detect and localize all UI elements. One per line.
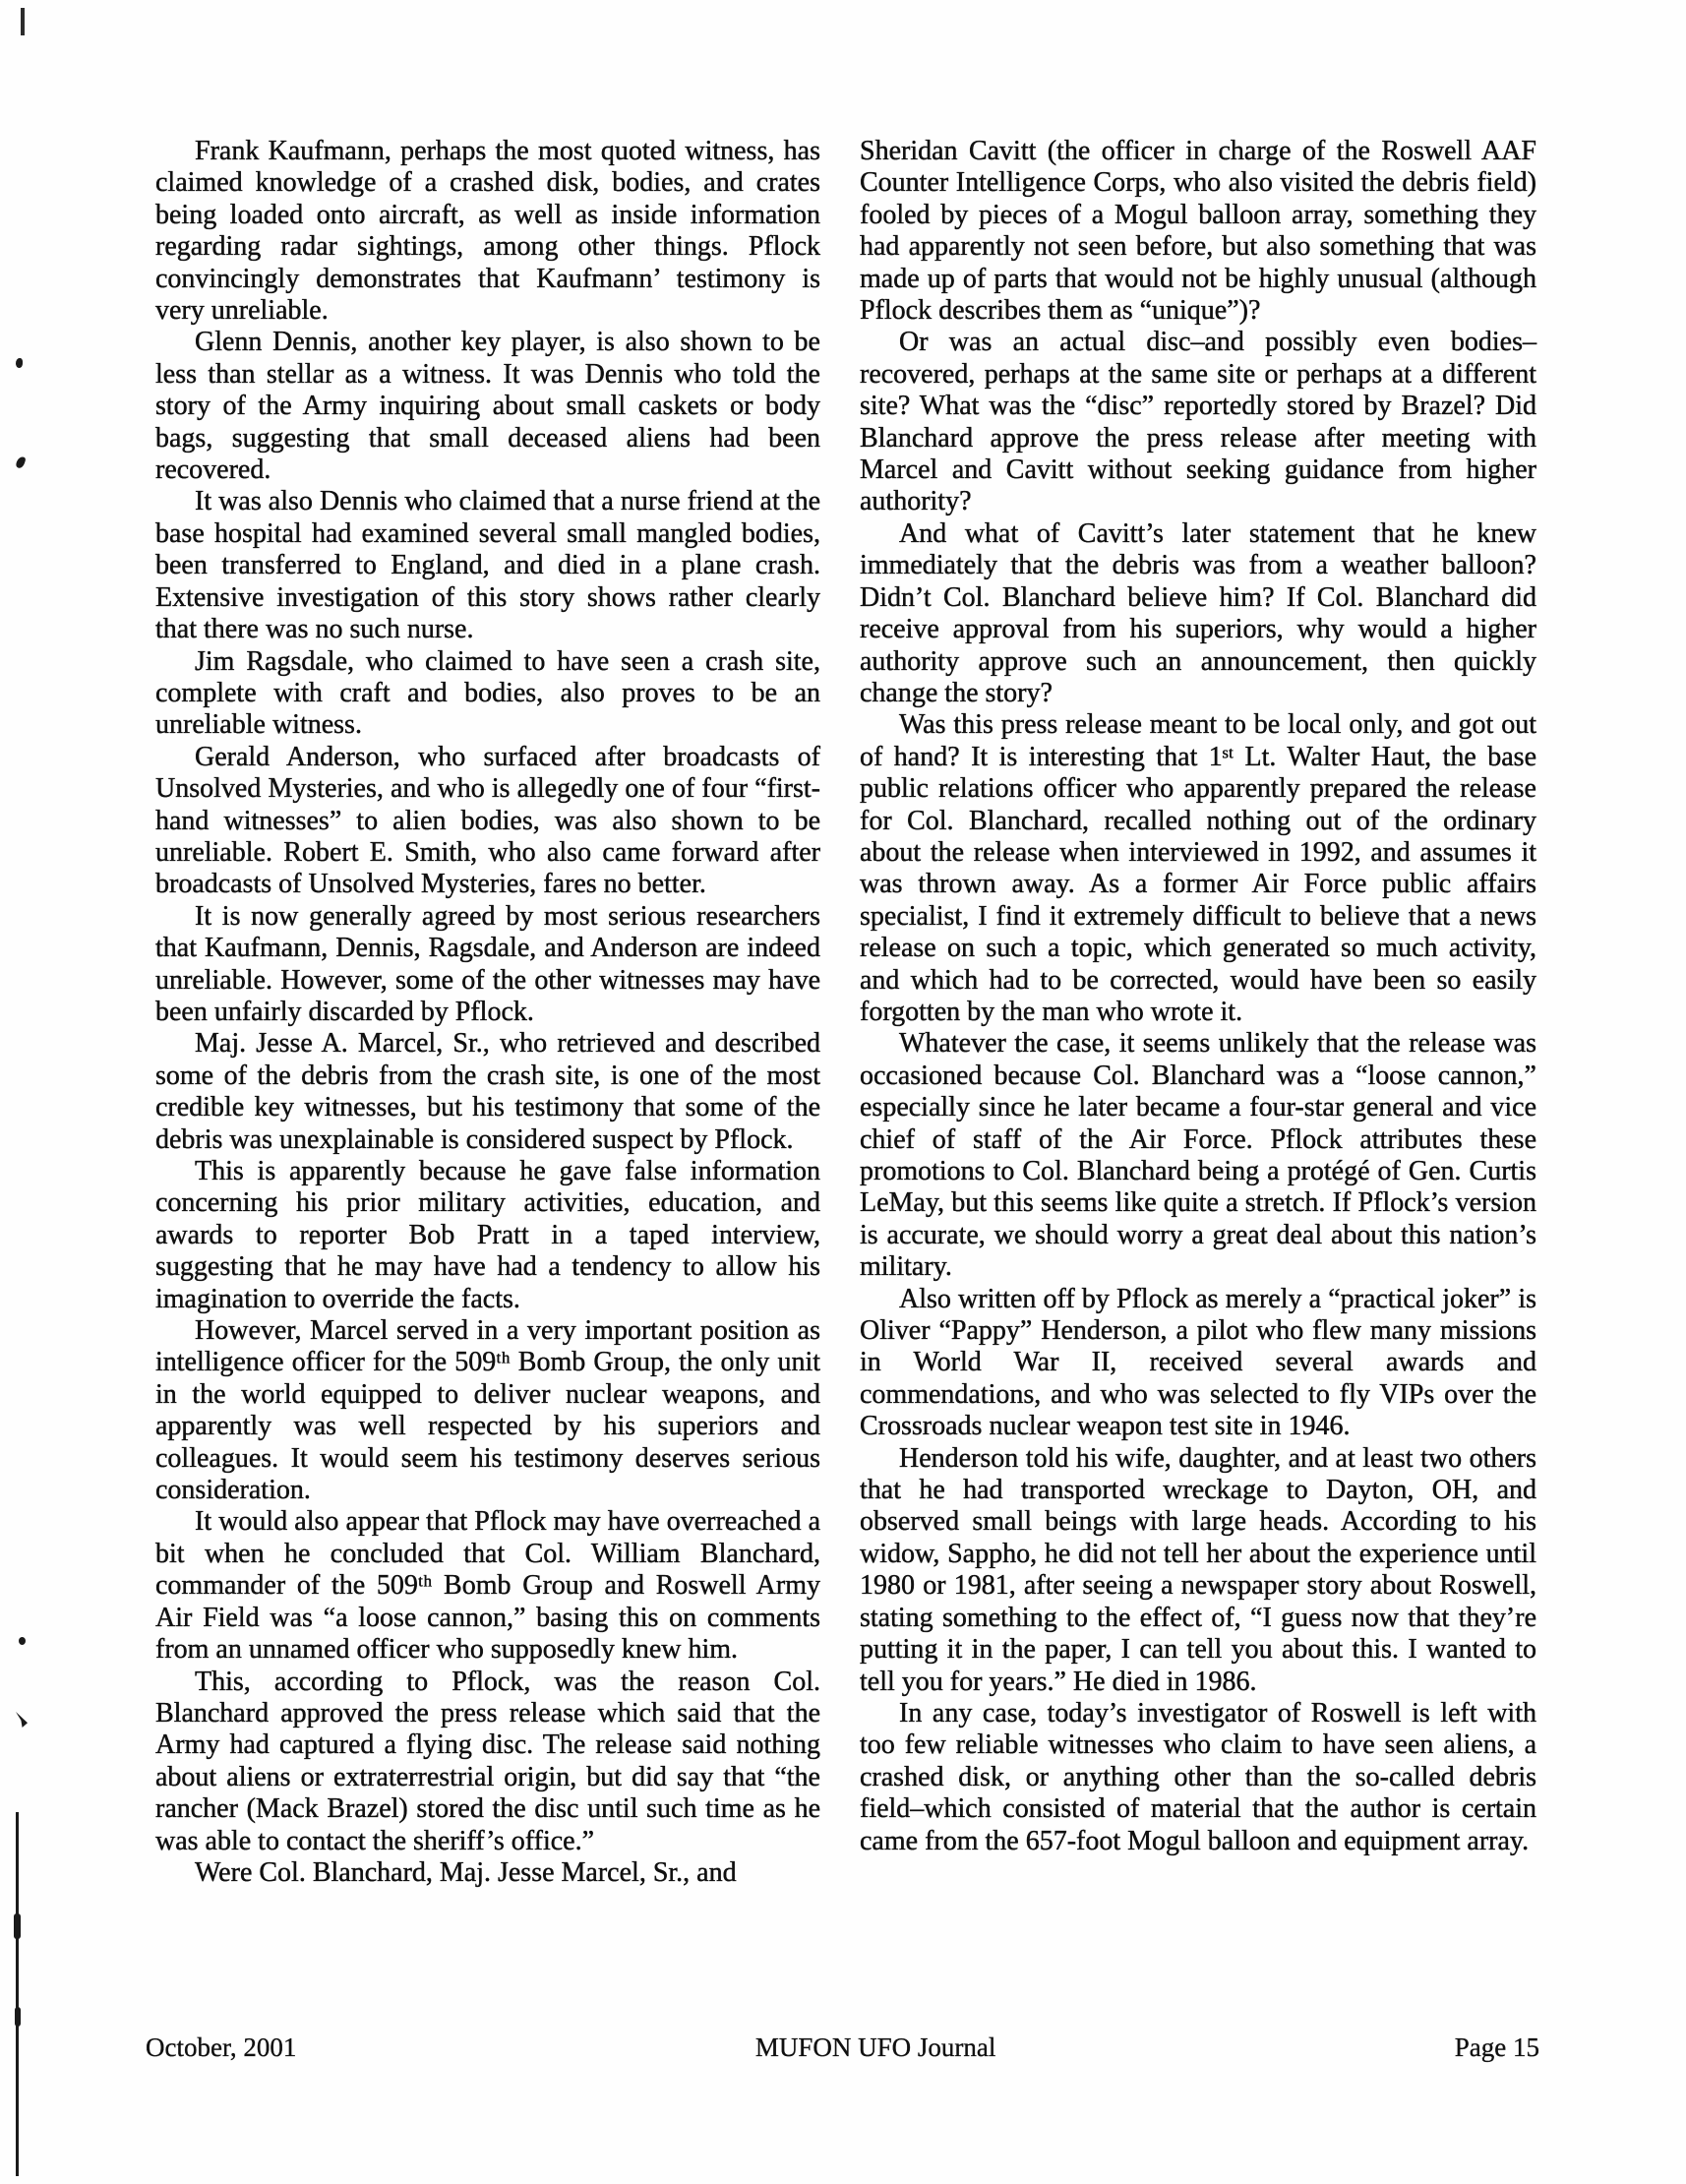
paragraph: Also written off by Pflock as merely a “practical joker” is Oliver “Pappy” Henderson, a pilot who flew many missions in World War II, received several awards and commendations, and who was selected to fly VIPs over the Crossroads nuclear weapon test site in 1946. <box>860 1283 1536 1442</box>
scan-artifact-edge-line <box>16 1812 19 2176</box>
paragraph: In any case, today’s investigator of Roswell is left with too few reliable witnesses who claim to have seen aliens, a crashed disk, or anything other than the so-called debris field–which consisted of material that the author is certain came from the 657-foot Mogul balloon and equipment array. <box>860 1697 1536 1856</box>
scan-artifact-edge-line <box>14 1913 21 1939</box>
footer-date: October, 2001 <box>146 2032 297 2062</box>
scan-artifact-topbar <box>21 8 25 35</box>
paragraph: Whatever the case, it seems unlikely that the release was occasioned because Col. Blanchard was a “loose cannon,” especially since he later became a four-star general and vice chief of staff of the Air Force. Pflock attributes these promotions to Col. Blanchard being a protégé of Gen. Curtis LeMay, but this seems like quite a stretch. If Pflock’s version is accurate, we should worry a great deal about this nation’s military. <box>860 1028 1536 1283</box>
paragraph: Glenn Dennis, another key player, is also shown to be less than stellar as a witness. It was Dennis who told the story of the Army inquiring about small caskets or body bags, suggesting that small deceased aliens had been recovered. <box>155 327 820 486</box>
paragraph: And what of Cavitt’s later statement that he knew immediately that the debris was from a weather balloon? Didn’t Col. Blanchard believe him? If Col. Blanchard did receive approval from his superiors, why would a higher authority approve such an announcement, then quickly change the story? <box>860 517 1536 708</box>
paragraph: This is apparently because he gave false information concerning his prior military activities, education, and awards to reporter Bob Pratt in a taped interview, suggesting that he may have had a tendency to allow his imagination to override the facts. <box>155 1156 820 1314</box>
scan-artifact-speck <box>15 455 26 469</box>
footer-journal-title: MUFON UFO Journal <box>754 2032 996 2062</box>
scan-artifact-mark <box>16 1712 28 1728</box>
paragraph: Gerald Anderson, who surfaced after broadcasts of Unsolved Mysteries, and who is allegedly one of four “first-hand witnesses” to alien bodies, was also shown to be unreliable. Robert E. Smith, who also came forward after broadcasts of Unsolved Mysteries, fares no better. <box>155 741 820 900</box>
scan-artifact-speck <box>16 358 23 368</box>
paragraph: It would also appear that Pflock may have overreached a bit when he concluded that Col. William Blanchard, commander of the 509ᵗʰ Bomb Group and Roswell Army Air Field was “a loose cannon,” basing this on comments from an unnamed officer who supposedly knew him. <box>155 1506 820 1666</box>
footer-page-number: Page 15 <box>1454 2032 1539 2062</box>
paragraph: Henderson told his wife, daughter, and at least two others that he had transported wreckage to Dayton, OH, and observed small beings with large heads. According to his widow, Sappho, he did not tell her about the experience until 1980 or 1981, after seeing a newspaper story about Roswell, stating something to the effect of, “I guess now that they’re putting it in the paper, I can tell you about this. I wanted to tell you for years.” He died in 1986. <box>860 1442 1536 1697</box>
page-footer <box>146 2032 1539 2063</box>
paragraph: It is now generally agreed by most serious researchers that Kaufmann, Dennis, Ragsdale, and Anderson are indeed unreliable. However, some of the other witnesses may have been unfairly discarded by Pflock. <box>155 900 820 1027</box>
paragraph: Sheridan Cavitt (the officer in charge of the Roswell AAF Counter Intelligence Corps, who also visited the debris field) fooled by pieces of a Mogul balloon array, something they had apparently not seen before, but also something that was made up of parts that would not be highly unusual (although Pflock describes them as “unique”)? <box>860 136 1536 327</box>
paragraph: Jim Ragsdale, who claimed to have seen a crash site, complete with craft and bodies, also proves to be an unreliable witness. <box>155 645 820 741</box>
right-column <box>860 136 1536 1857</box>
scan-artifact-dot <box>19 1637 26 1645</box>
paragraph: Were Col. Blanchard, Maj. Jesse Marcel, Sr., and <box>195 1856 737 1888</box>
paragraph: Or was an actual disc–and possibly even bodies–recovered, perhaps at the same site or perhaps at a different site? What was the “disc” reportedly stored by Brazel? Did Blanchard approve the press release after meeting with Marcel and Cavitt without seeking guidance from higher authority? <box>860 327 1536 517</box>
paragraph: Was this press release meant to be local only, and got out of hand? It is interesting that 1ˢᵗ Lt. Walter Haut, the base public relations officer who apparently prepared the release for Col. Blanchard, recalled nothing out of the ordinary about the release when interviewed in 1992, and assumes it was thrown away. As a former Air Force public affairs specialist, I find it extremely difficult to believe that a news release on such a topic, which generated so much activity, and which had to be corrected, would have been so easily forgotten by the man who wrote it. <box>860 709 1536 1027</box>
paragraph: However, Marcel served in a very important position as intelligence officer for the 509ᵗʰ Bomb Group, the only unit in the world equipped to deliver nuclear weapons, and apparently was well respected by his superiors and colleagues. It would seem his testimony deserves serious consideration. <box>155 1315 820 1506</box>
paragraph: Maj. Jesse A. Marcel, Sr., who retrieved and described some of the debris from the crash site, is one of the most credible key witnesses, but his testimony that some of the debris was unexplainable is considered suspect by Pflock. <box>155 1028 820 1155</box>
scan-artifact-edge-line <box>15 2007 21 2027</box>
left-column <box>155 136 820 1889</box>
paragraph: Frank Kaufmann, perhaps the most quoted witness, has claimed knowledge of a crashed disk, bodies, and crates being loaded onto aircraft, as well as inside information regarding radar sightings, among other things. Pflock convincingly demonstrates that Kaufmann’ testimony is very unreliable. <box>155 136 820 327</box>
paragraph: This, according to Pflock, was the reason Col. Blanchard approved the press release which said that the Army had captured a flying disc. The release said nothing about aliens or extraterrestrial origin, but did say that “the rancher (Mack Brazel) stored the disc until such time as he was able to contact the sheriff’s office.” <box>155 1666 820 1856</box>
paragraph: It was also Dennis who claimed that a nurse friend at the base hospital had examined several small mangled bodies, been transferred to England, and died in a plane crash. Extensive investigation of this story shows rather clearly that there was no such nurse. <box>155 486 820 645</box>
